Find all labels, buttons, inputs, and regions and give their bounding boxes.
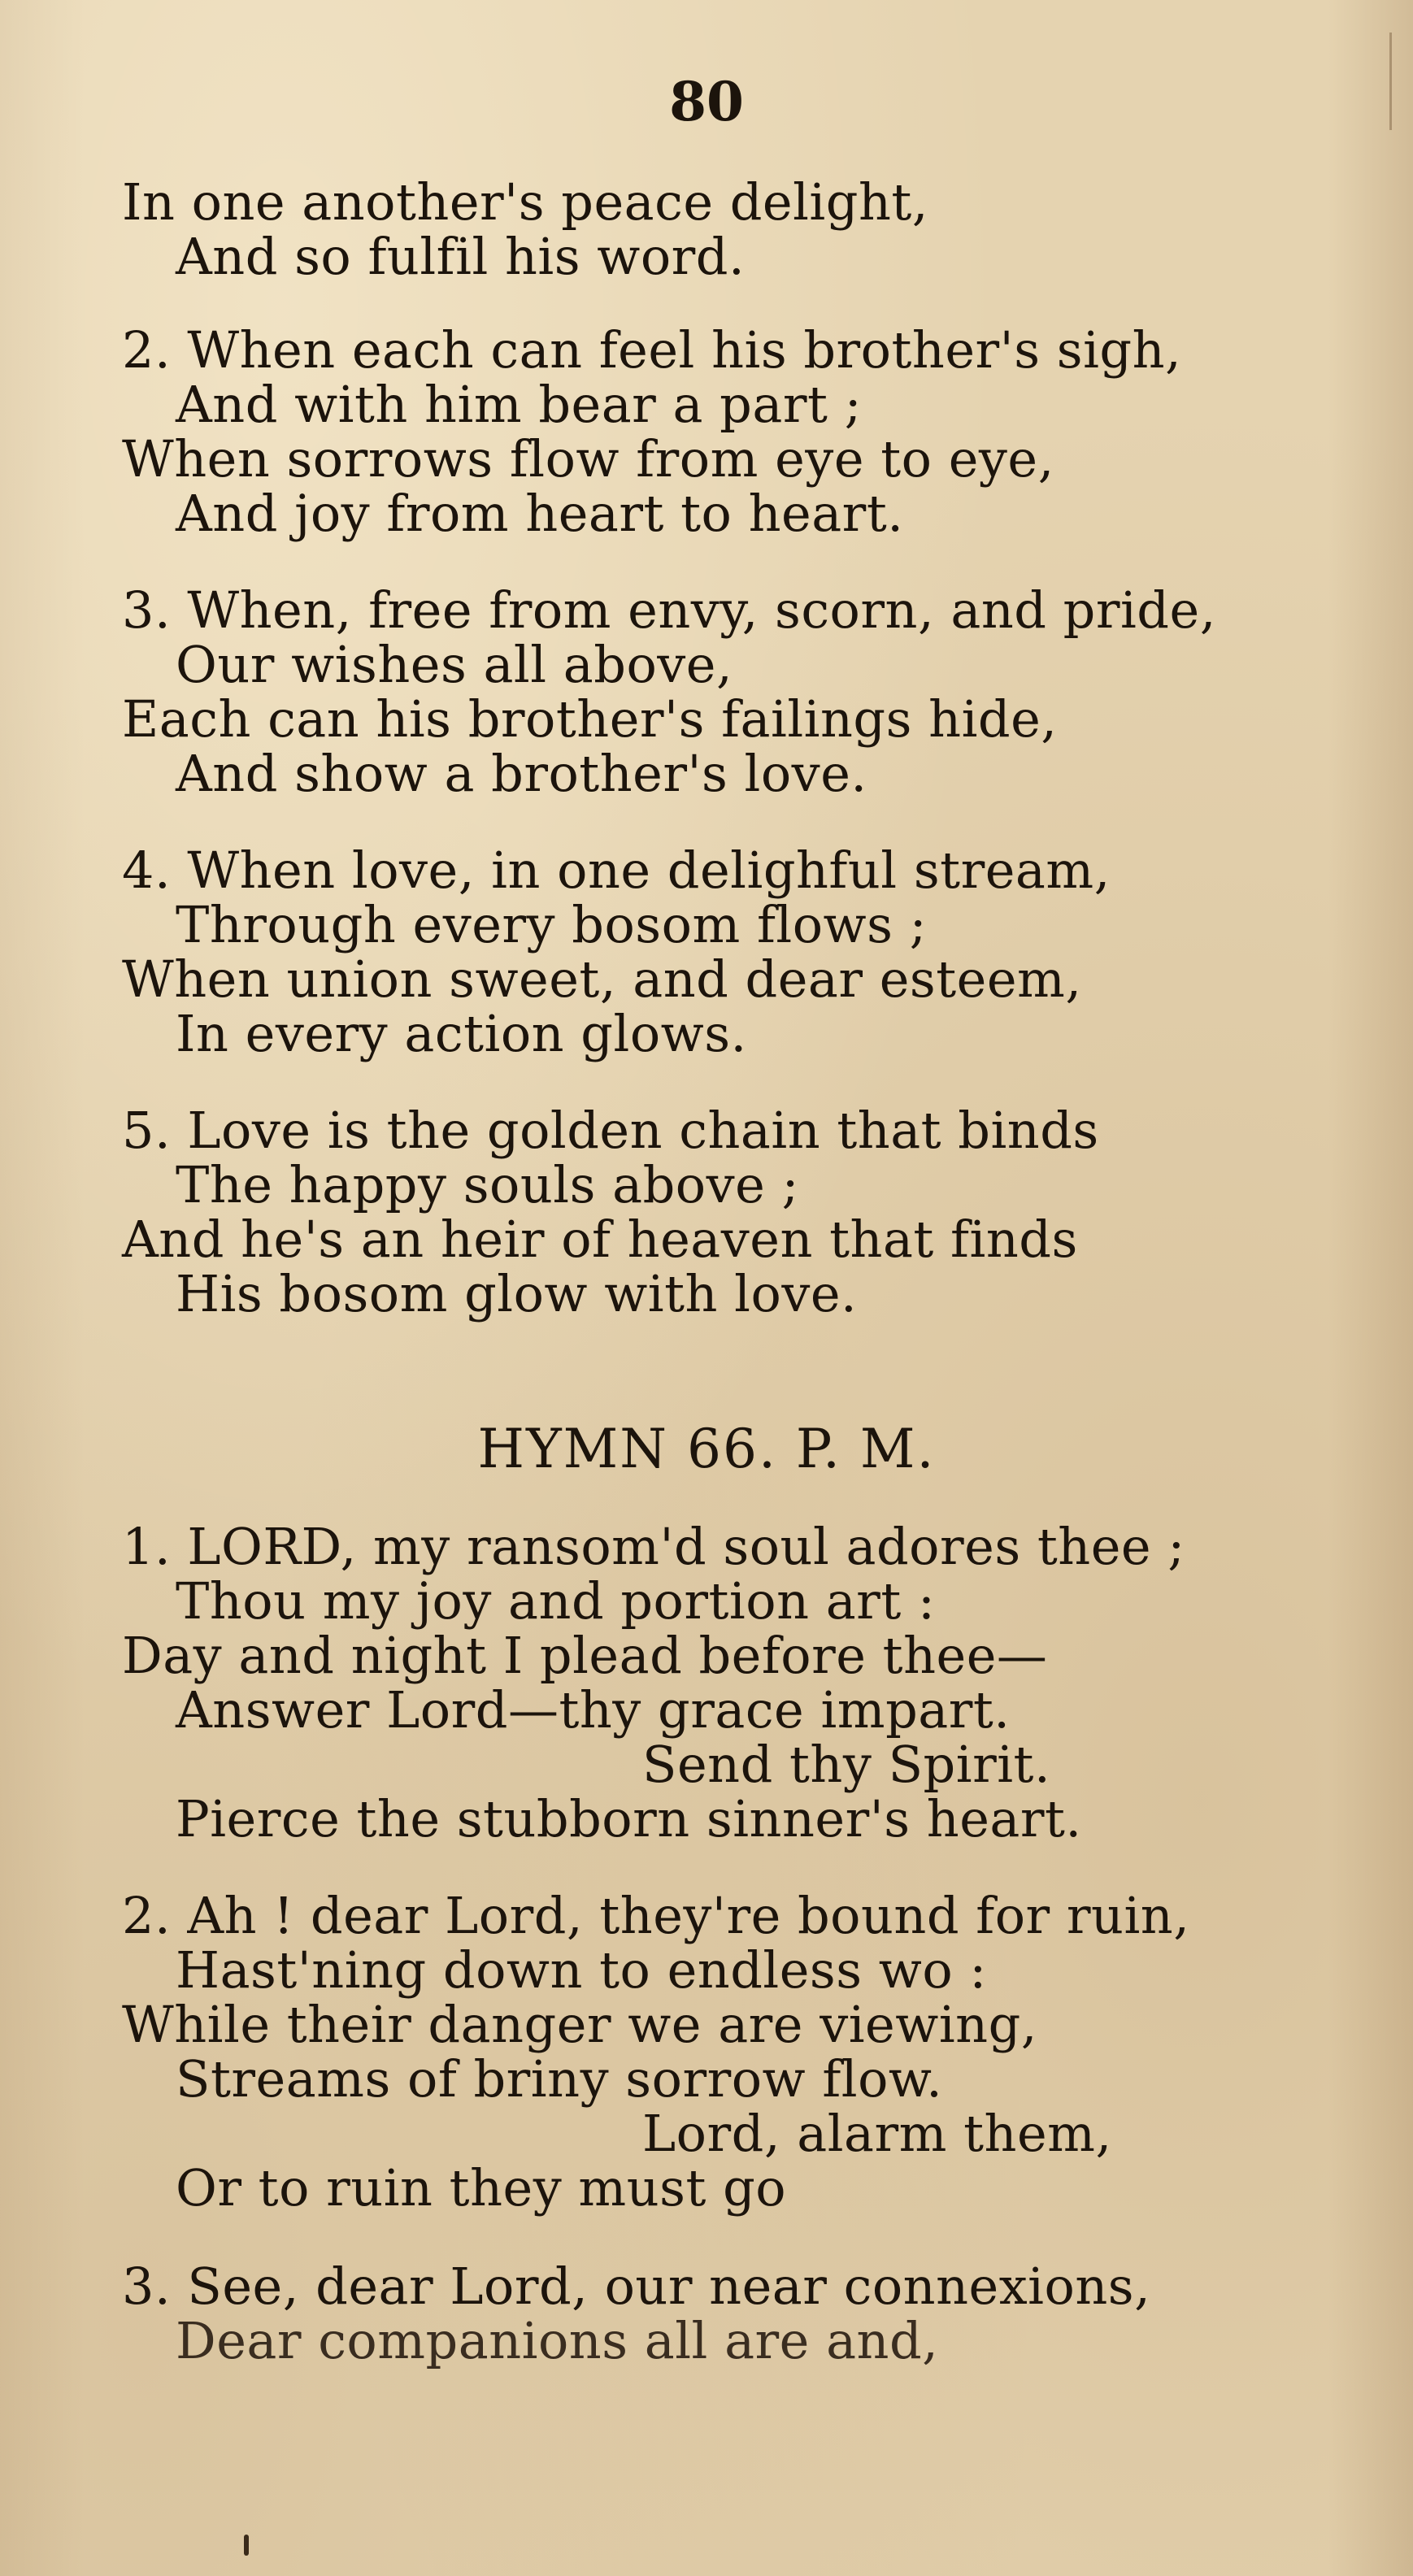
hymn-verse-1-line-1: 1. LORD, my ransom'd soul adores thee ;: [122, 1517, 1185, 1576]
hymn-verse-1-line-5: Send thy Spirit.: [642, 1735, 1051, 1794]
verse-number: 2.: [122, 320, 172, 380]
verse-5-line-4: His bosom glow with love.: [176, 1264, 858, 1323]
hymn-verse-1-line-6: Pierce the stubborn sinner's heart.: [176, 1789, 1082, 1848]
hymn-verse-2-line-1: 2. Ah ! dear Lord, they're bound for ruin,: [122, 1886, 1190, 1945]
verse-2-line-2: And with him bear a part ;: [176, 375, 862, 434]
hymn-verse-3-line-1: 3. See, dear Lord, our near connexions,: [122, 2257, 1151, 2316]
verse-3-line-2: Our wishes all above,: [176, 635, 733, 694]
verse-5-line-2: The happy souls above ;: [176, 1155, 799, 1214]
hymn-verse-1-line-4: Answer Lord—thy grace impart.: [176, 1680, 1011, 1740]
verse-5-line-3: And he's an heir of heaven that finds: [122, 1210, 1078, 1269]
hymn-verse-1-line-2: Thou my joy and portion art :: [176, 1571, 936, 1631]
continuation-line-2: And so fulfil his word.: [176, 227, 746, 286]
verse-number: 1.: [122, 1517, 172, 1576]
verse-2-line-4: And joy from heart to heart.: [176, 484, 904, 543]
hymn-title: HYMN 66. P. M.: [477, 1418, 936, 1480]
verse-4-line-4: In every action glows.: [176, 1004, 747, 1063]
verse-3-line-1: 3. When, free from envy, scorn, and pride,: [122, 580, 1216, 640]
verse-3-line-3: Each can his brother's failings hide,: [122, 689, 1058, 749]
verse-5-line-1: 5. Love is the golden chain that binds: [122, 1101, 1099, 1160]
verse-2-line-3: When sorrows flow from eye to eye,: [122, 429, 1054, 489]
ink-speck: [244, 2535, 249, 2556]
hymn-verse-2-line-3: While their danger we are viewing,: [122, 1995, 1037, 2054]
hymn-verse-3-line-2: Dear companions all are and,: [176, 2311, 939, 2370]
verse-number: 3.: [122, 580, 172, 640]
verse-number: 2.: [122, 1886, 172, 1945]
verse-4-line-2: Through every bosom flows ;: [176, 895, 928, 954]
verse-2-line-1: 2. When each can feel his brother's sigh,: [122, 320, 1182, 380]
verse-3-line-4: And show a brother's love.: [176, 744, 867, 803]
verse-4-line-3: When union sweet, and dear esteem,: [122, 949, 1082, 1009]
verse-4-line-1: 4. When love, in one delighful stream,: [122, 841, 1111, 900]
verse-number: 4.: [122, 841, 172, 900]
hymn-verse-1-line-3: Day and night I plead before thee—: [122, 1626, 1048, 1685]
continuation-line-1: In one another's peace delight,: [122, 172, 928, 232]
page-number: 80: [669, 70, 744, 133]
hymn-verse-2-line-2: Hast'ning down to endless wo :: [176, 1940, 987, 2000]
hymn-verse-2-line-4: Streams of briny sorrow flow.: [176, 2049, 943, 2109]
verse-number: 5.: [122, 1101, 172, 1160]
hymn-verse-2-line-6: Or to ruin they must go: [176, 2158, 787, 2218]
hymn-verse-2-line-5: Lord, alarm them,: [642, 2104, 1112, 2163]
verse-number: 3.: [122, 2257, 172, 2316]
